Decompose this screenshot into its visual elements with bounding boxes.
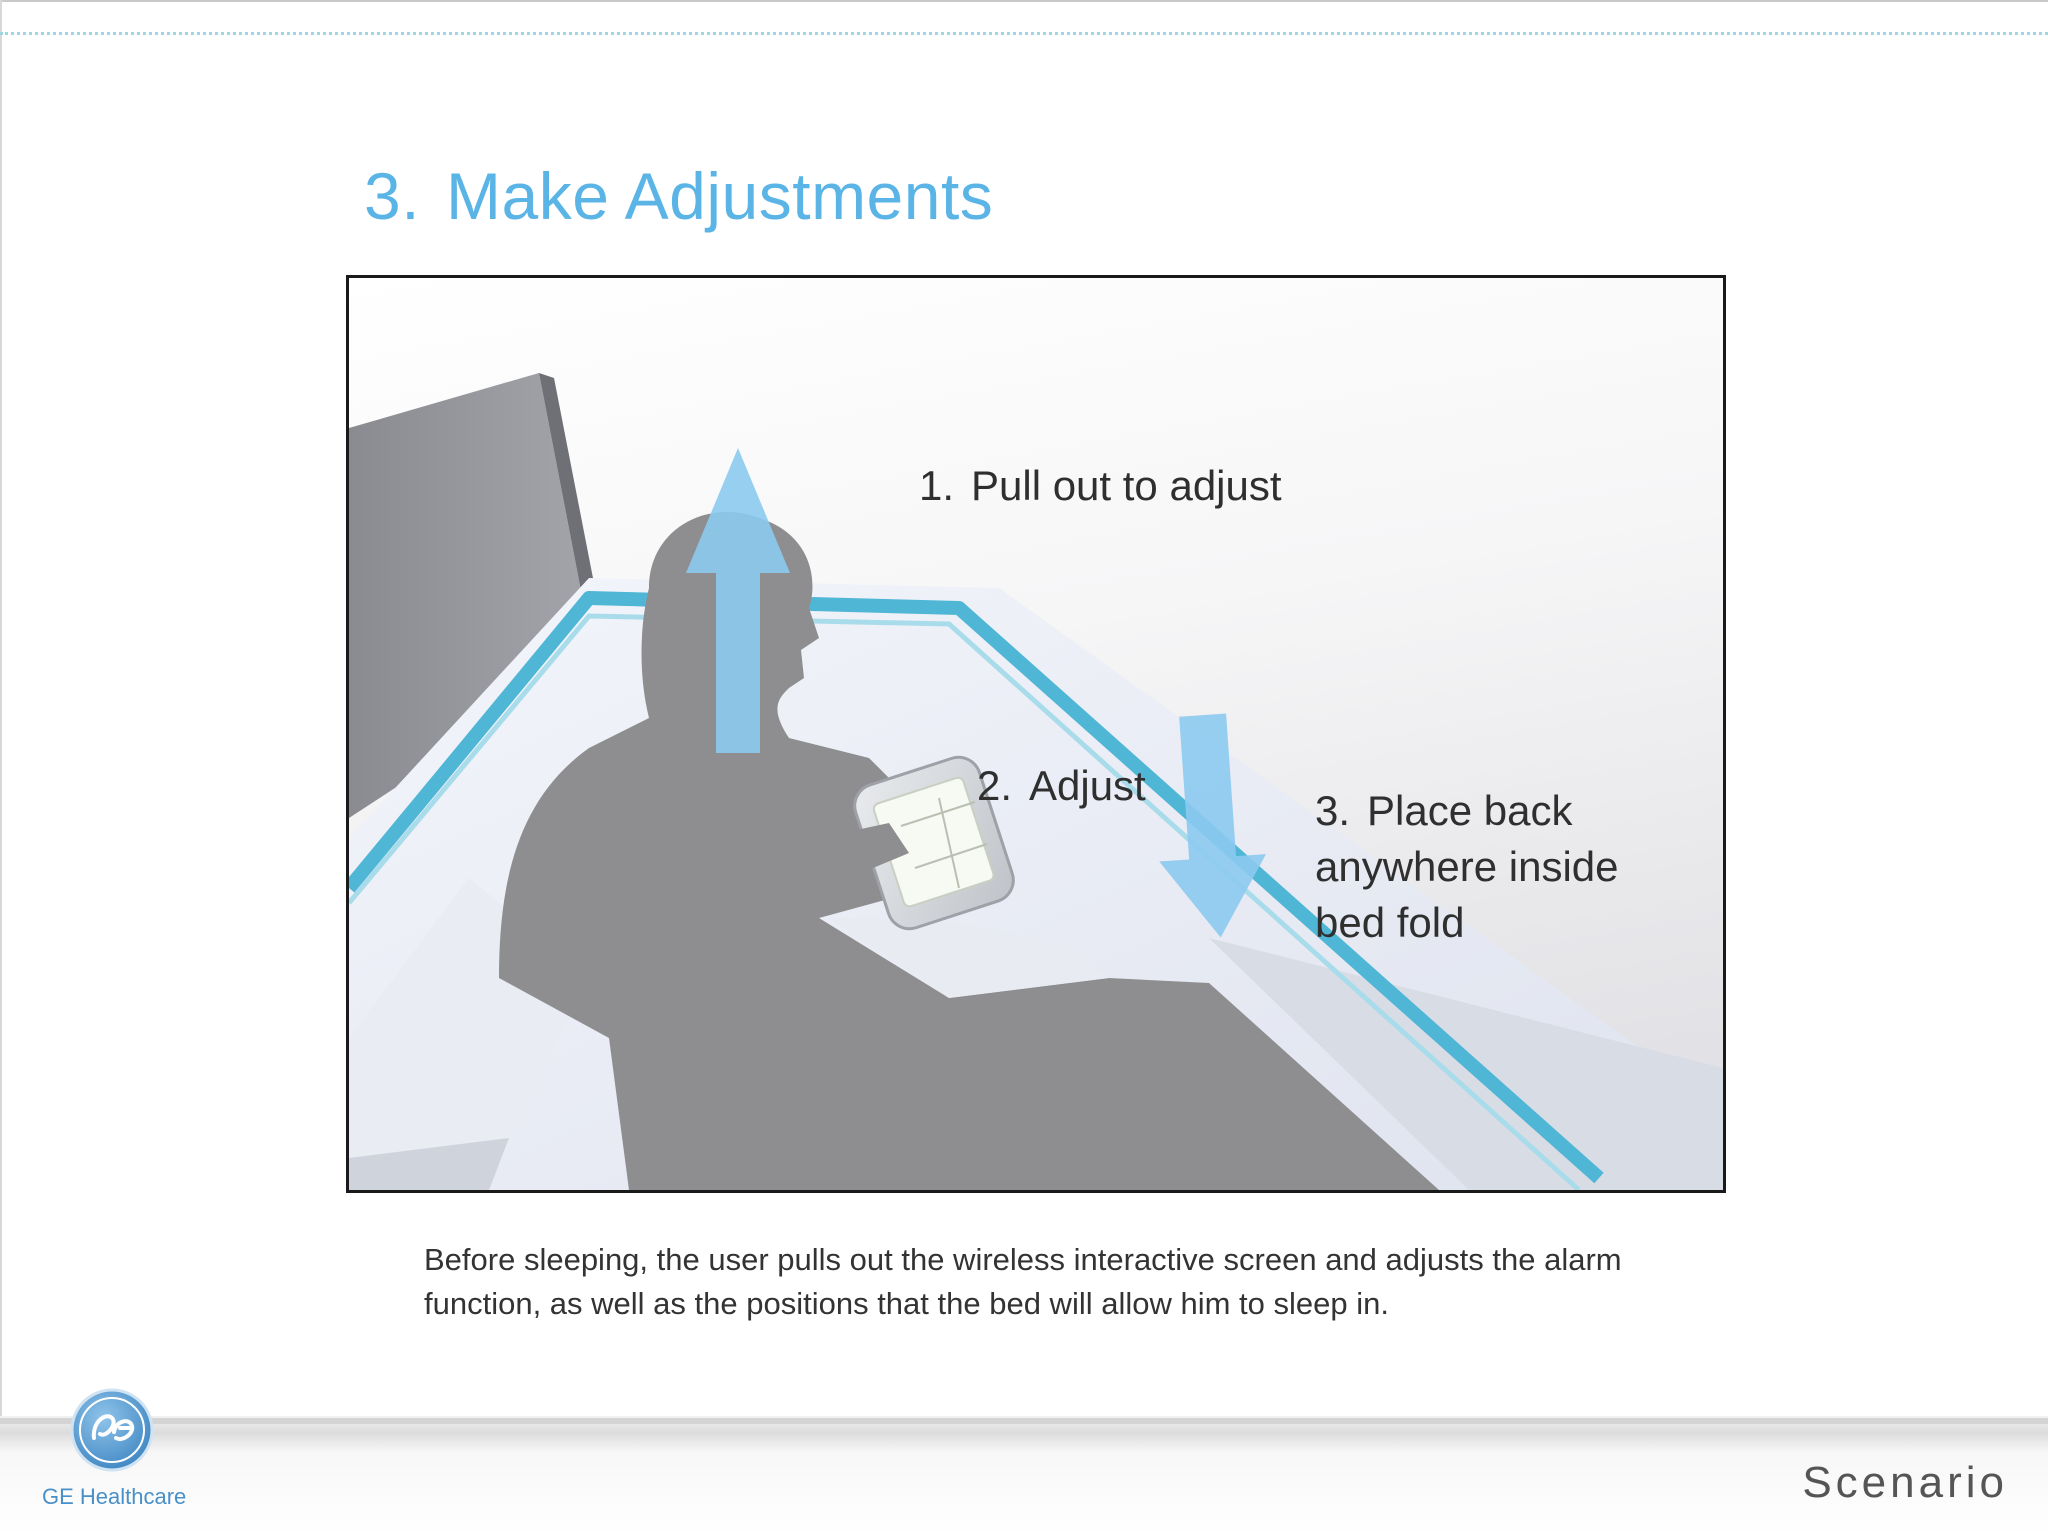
top-dotted-rule [0,32,2048,35]
footer-line [0,1418,2048,1424]
step-3-line-1: Place back [1367,787,1573,834]
step-3-line-2: anywhere inside [1315,843,1619,890]
left-edge [0,0,2,1536]
top-edge [0,0,2048,2]
step-3-line-3: bed fold [1315,899,1465,946]
caption: Before sleeping, the user pulls out the wireless interactive screen and adjusts the alarm function, as well as the positions that the bed will allow him to sleep in. [424,1242,1622,1321]
step-3-label [1315,783,1619,951]
slide-title [364,158,993,234]
step-2-text: Adjust [1029,762,1146,809]
step-2-label [977,758,1146,814]
section-label: Scenario [1802,1458,2008,1507]
illustration-frame [346,275,1726,1193]
step-1-text: Pull out to adjust [971,462,1282,509]
slide-title-number: 3. [364,159,421,233]
ge-monogram-icon [70,1388,154,1472]
step-1-number: 1. [919,462,955,509]
brand-name: GE Healthcare [42,1484,187,1509]
footer-band [0,1416,2048,1536]
slide-title-text: Make Adjustments [446,159,994,233]
bed-illustration [349,278,1723,1190]
step-1-label [919,458,1282,514]
step-2-number: 2. [977,762,1013,809]
step-3-number: 3. [1315,787,1351,834]
